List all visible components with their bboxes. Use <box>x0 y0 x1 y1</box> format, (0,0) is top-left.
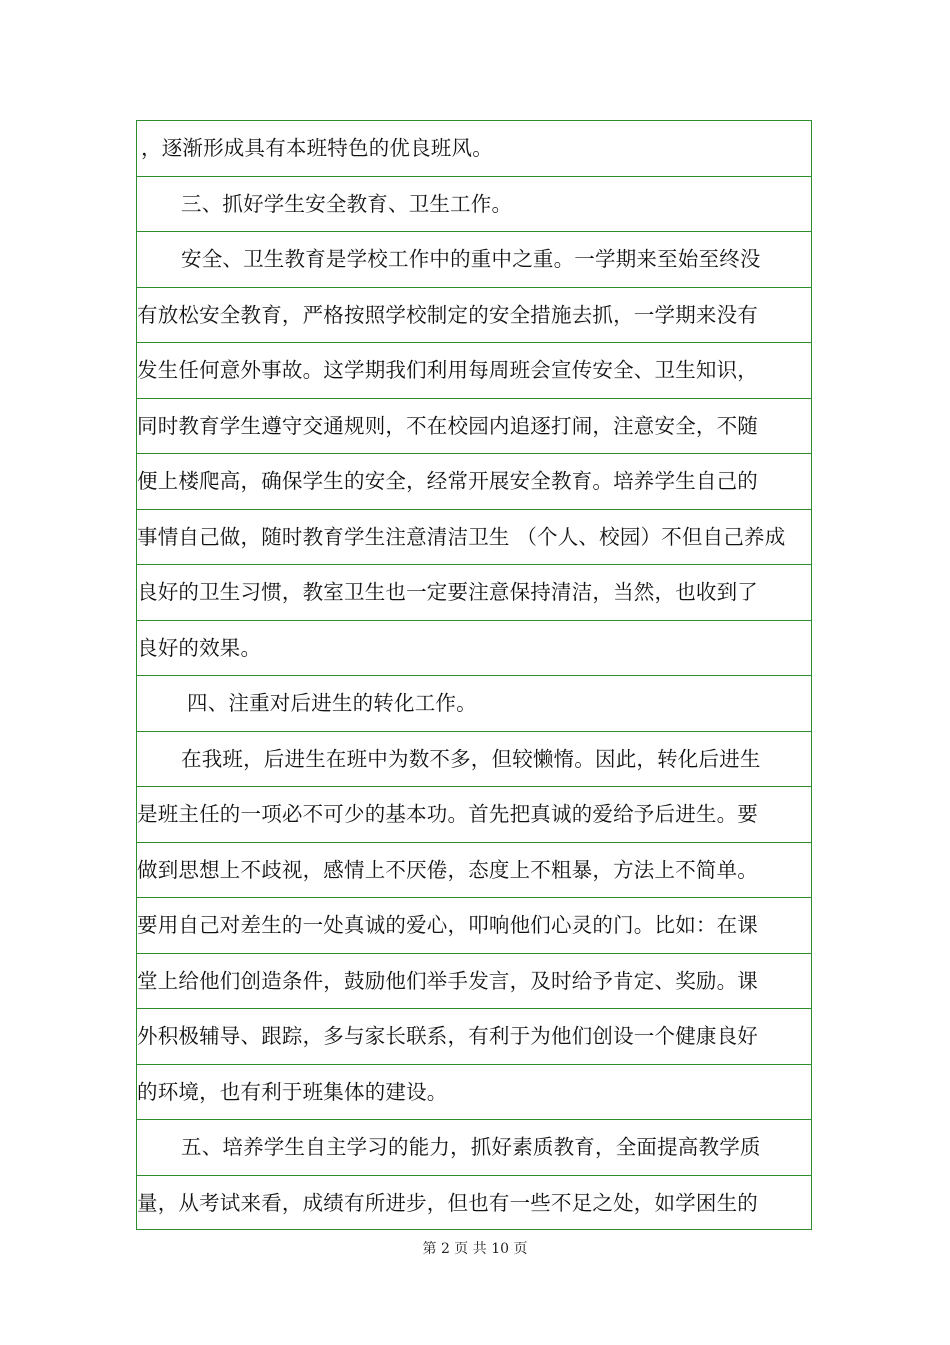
text-line <box>137 676 811 732</box>
line-text: 发生任何意外事故。这学期我们利用每周班会宣传安全、卫生知识， <box>137 358 758 382</box>
text-line <box>137 1120 811 1176</box>
section-heading: 三、抓好学生安全教育、卫生工作。 <box>181 191 513 216</box>
text-line <box>137 177 811 233</box>
line-text: 在我班，后进生在班中为数不多，但较懒惰。因此，转化后进生 <box>181 746 761 771</box>
text-line <box>137 1065 811 1121</box>
text-line <box>137 1176 811 1232</box>
line-text: 有放松安全教育，严格按照学校制定的安全措施去抓，一学期来没有 <box>137 302 758 327</box>
line-text: 同时教育学生遵守交通规则，不在校园内追逐打闹，注意安全，不随 <box>137 413 758 438</box>
section-heading: 四、注重对后进生的转化工作。 <box>187 691 477 715</box>
line-text: 良好的卫生习惯，教室卫生也一定要注意保持清洁，当然，也收到了 <box>137 580 758 604</box>
text-line <box>137 565 811 621</box>
line-text: 的环境，也有利于班集体的建设。 <box>137 1079 448 1104</box>
text-line <box>137 787 811 843</box>
page-footer <box>0 1238 950 1258</box>
text-line <box>137 121 811 177</box>
ruled-text-box <box>136 120 812 1230</box>
line-text: 外积极辅导、跟踪，多与家长联系，有利于为他们创设一个健康良好 <box>137 1024 758 1048</box>
text-line <box>137 454 811 510</box>
line-text: 良好的效果。 <box>137 635 262 660</box>
line-text: 是班主任的一项必不可少的基本功。首先把真诚的爱给予后进生。要 <box>137 802 758 826</box>
text-line <box>137 732 811 788</box>
line-text: 安全、卫生教育是学校工作中的重中之重。一学期来至始至终没 <box>181 247 761 271</box>
text-line <box>137 510 811 566</box>
section-heading: 五、培养学生自主学习的能力，抓好素质教育，全面提高教学质 <box>181 1135 761 1159</box>
line-text: 便上楼爬高，确保学生的安全，经常开展安全教育。培养学生自己的 <box>137 469 758 493</box>
text-line <box>137 621 811 677</box>
text-line <box>137 843 811 899</box>
line-text: ，逐渐形成具有本班特色的优良班风。 <box>141 136 493 160</box>
line-text: 事情自己做，随时教育学生注意清洁卫生 （个人、校园）不但自己养成 <box>137 524 786 549</box>
text-line <box>137 288 811 344</box>
line-text: 量，从考试来看，成绩有所进步，但也有一些不足之处，如学困生的 <box>137 1191 758 1215</box>
text-line <box>137 232 811 288</box>
page-number-text: 第 2 页 共 10 页 <box>422 1241 528 1257</box>
text-line <box>137 343 811 399</box>
line-text: 堂上给他们创造条件，鼓励他们举手发言，及时给予肯定、奖励。课 <box>137 968 758 993</box>
text-line <box>137 1009 811 1065</box>
line-text: 做到思想上不歧视，感情上不厌倦，态度上不粗暴，方法上不简单。 <box>137 857 758 882</box>
text-line <box>137 898 811 954</box>
text-line <box>137 954 811 1010</box>
text-line <box>137 399 811 455</box>
line-text: 要用自己对差生的一处真诚的爱心，叩响他们心灵的门。比如：在课 <box>137 913 758 937</box>
